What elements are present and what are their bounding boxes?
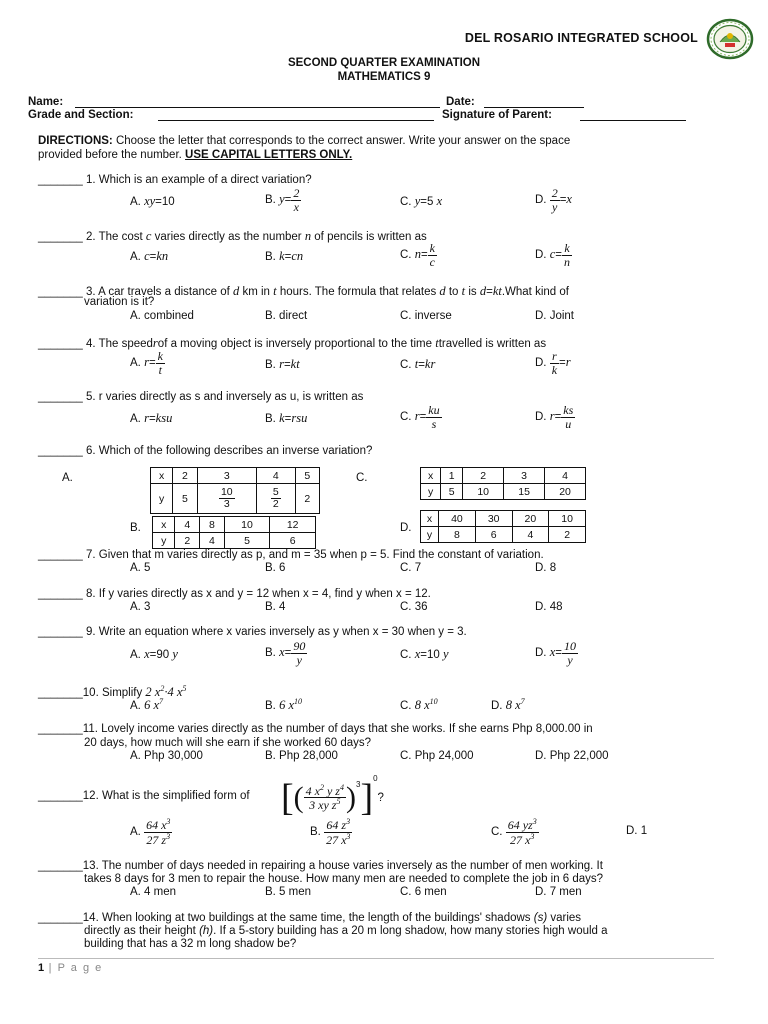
q5-choice-b: B. k=rsu	[265, 411, 308, 425]
question-13: _______13. The number of days needed in repairing a house varies inversely as the number of men working. It	[38, 860, 603, 872]
q2-choice-c: C. n= $\frac{k}{c}$	[400, 241, 435, 269]
q6-choice-b-label: B.	[130, 522, 141, 534]
page-footer: 1 | P a g e	[38, 962, 103, 974]
q12-choice-a: A. $\frac{64 x^3}{27 z^3}$	[130, 817, 171, 847]
q4-choice-a: A. r= $\frac{k}{t}$	[130, 349, 163, 377]
q3-choice-a: A. combined	[130, 310, 194, 322]
question-12: _______12. What is the simplified form of	[38, 790, 250, 802]
q1-choice-d: D. $\frac{2}{y}$ =x	[535, 186, 572, 214]
q1-choice-a: A. xy=10	[130, 194, 175, 208]
question-9: _______ 9. Write an equation where x varies inversely as y when x = 30 when y = 3.	[38, 626, 467, 638]
question-2: _______ 2. The cost c varies directly as the number n of pencils is written as	[38, 229, 427, 243]
q13-choice-d: D. 7 men	[535, 886, 582, 898]
exam-title: SECOND QUARTER EXAMINATION	[287, 57, 481, 69]
q2-choice-d: D. c= $\frac{k}{n}$	[535, 241, 570, 269]
q1-choice-b: B. y= $\frac{2}{x}$	[265, 186, 300, 214]
q7-choice-c: C. 7	[400, 562, 422, 574]
q1-choice-c: C. y=5 x	[400, 194, 443, 208]
question-1: _______ 1. Which is an example of a direct variation?	[38, 174, 312, 186]
q3-choice-b: B. direct	[265, 310, 308, 322]
question-4: _______ 4. The speedrof a moving object is inversely proportional to the time ttravelled is written as	[38, 336, 547, 350]
signature-label: Signature of Parent:	[442, 109, 552, 121]
name-label: Name:	[28, 96, 64, 108]
q12-choice-b: B. $\frac{64 z^3}{27 x^3}$	[310, 817, 351, 847]
q11-choice-a: A. Php 30,000	[130, 750, 203, 762]
q9-choice-b: B. x= $\frac{90}{y}$	[265, 639, 306, 667]
q6-table-a: x 2 3 4 5 y 5 $\frac{10}{3}$ $\frac{5}{2}$ 2	[150, 467, 320, 514]
footer-divider	[38, 958, 714, 959]
q2-choice-a: A. c=kn	[130, 249, 169, 263]
q14-line3: building that has a 32 m long shadow be?	[84, 938, 297, 950]
q12-expression: [( $\frac{4 x^2 y z^4}{3 xy z^5}$ )$^3$]$^0$?	[281, 774, 384, 819]
question-10: _______10. Simplify 2 $x^2\cdot 4$ $x^5$	[38, 684, 187, 700]
question-14: _______14. When looking at two buildings at the same time, the length of the buildings' shadows (s) varies	[38, 912, 582, 924]
subject-title: MATHEMATICS 9	[337, 71, 431, 83]
question-3: _______ 3. A car travels a distance of d km in t hours. The formula that relates d to t is d=kt.What kind of	[38, 284, 569, 298]
q5-choice-c: C. r= $\frac{ku}{s}$	[400, 403, 440, 431]
q8-choice-b: B. 4	[265, 601, 286, 613]
question-7: _______ 7. Given that m varies directly as p, and m = 35 when p = 5. Find the constant of variation.	[38, 549, 544, 561]
q3-choice-d: D. Joint	[535, 310, 574, 322]
directions-line2: provided before the number. USE CAPITAL LETTERS ONLY.	[38, 149, 353, 161]
q11-choice-d: D. Php 22,000	[535, 750, 609, 762]
q8-choice-d: D. 48	[535, 601, 563, 613]
q5-choice-a: A. r=ksu	[130, 411, 173, 425]
q6-choice-c-label: C.	[356, 472, 368, 484]
answer-blank[interactable]: _______	[38, 338, 83, 350]
q2-choice-b: B. k=cn	[265, 249, 304, 263]
q12-choice-c: C. $\frac{64 yz^3}{27 x^3}$	[491, 817, 537, 847]
q13-choice-a: A. 4 men	[130, 886, 177, 898]
answer-blank[interactable]: _______	[38, 790, 83, 802]
q9-choice-a: A. x=90 y	[130, 647, 178, 661]
school-name: DEL ROSARIO INTEGRATED SCHOOL	[464, 31, 698, 45]
q3-line2: variation is it?	[84, 296, 155, 308]
q14-line2: directly as their height (h). If a 5-story building has a 20 m long shadow, how many stories high would a	[84, 925, 608, 937]
q13-line2: takes 8 days for 3 men to repair the house. How many men are needed to complete the job in 6 days?	[84, 873, 604, 885]
q6-table-d: x 40 30 20 10 y 8 6 4 2	[420, 510, 586, 543]
q9-choice-d: D. x= $\frac{10}{y}$	[535, 639, 576, 667]
answer-blank[interactable]: _______	[38, 174, 83, 186]
q10-choice-c: C. 8 $x^{10}$	[400, 697, 438, 713]
q13-choice-b: B. 5 men	[265, 886, 312, 898]
q7-choice-d: D. 8	[535, 562, 557, 574]
question-6: _______ 6. Which of the following describes an inverse variation?	[38, 445, 373, 457]
q6-choice-a-label: A.	[62, 472, 73, 484]
answer-blank[interactable]: _______	[38, 549, 83, 561]
answer-blank[interactable]: _______	[38, 231, 83, 243]
q6-table-b: x 4 8 10 12 y 2 4 5 6	[152, 516, 316, 549]
q4-choice-d: D. $\frac{r}{k}$ =r	[535, 349, 571, 377]
answer-blank[interactable]: _______	[38, 445, 83, 457]
question-11: _______11. Lovely income varies directly as the number of days that she works. If she earns Php 8,000.00 in	[38, 723, 593, 735]
q6-choice-d-label: D.	[400, 522, 412, 534]
q4-choice-c: C. t=kr	[400, 357, 436, 371]
date-field-line[interactable]	[484, 107, 584, 108]
school-seal-logo	[706, 18, 754, 60]
q13-choice-c: C. 6 men	[400, 886, 447, 898]
signature-field-line[interactable]	[580, 120, 686, 121]
q8-choice-a: A. 3	[130, 601, 151, 613]
q7-choice-a: A. 5	[130, 562, 151, 574]
q10-choice-d: D. 8 $x^7$	[491, 697, 525, 713]
question-8: _______ 8. If y varies directly as x and y = 12 when x = 4, find y when x = 12.	[38, 588, 431, 600]
answer-blank[interactable]: _______	[38, 286, 83, 298]
date-label: Date:	[446, 96, 475, 108]
q12-choice-d: D. 1	[626, 825, 648, 837]
q6-table-c: x 1 2 3 4 y 5 10 15 20	[420, 467, 586, 500]
answer-blank[interactable]: _______	[38, 588, 83, 600]
q11-choice-c: C. Php 24,000	[400, 750, 474, 762]
q3-choice-c: C. inverse	[400, 310, 452, 322]
q7-choice-b: B. 6	[265, 562, 286, 574]
q11-line2: 20 days, how much will she earn if she worked 60 days?	[84, 737, 372, 749]
q4-choice-b: B. r=kt	[265, 357, 300, 371]
answer-blank[interactable]: _______	[38, 626, 83, 638]
question-5: _______ 5. r varies directly as s and inversely as u, is written as	[38, 391, 364, 403]
q5-choice-d: D. r= $\frac{ks}{u}$	[535, 403, 574, 431]
q8-choice-c: C. 36	[400, 601, 428, 613]
answer-blank[interactable]: _______	[38, 391, 83, 403]
grade-section-field-line[interactable]	[158, 120, 434, 121]
answer-blank[interactable]: _______	[38, 912, 83, 924]
name-field-line[interactable]	[75, 107, 440, 108]
q9-choice-c: C. x=10 y	[400, 647, 449, 661]
answer-blank[interactable]: _______	[38, 687, 83, 700]
q11-choice-b: B. Php 28,000	[265, 750, 338, 762]
directions-line1: DIRECTIONS: Choose the letter that corresponds to the correct answer. Write your answer on the space	[38, 135, 571, 147]
answer-blank[interactable]: _______	[38, 723, 83, 735]
q10-choice-a: A. 6 $x^7$	[130, 697, 163, 713]
q10-choice-b: B. 6 $x^{10}$	[265, 697, 302, 713]
grade-section-label: Grade and Section:	[28, 109, 134, 121]
answer-blank[interactable]: _______	[38, 860, 83, 872]
